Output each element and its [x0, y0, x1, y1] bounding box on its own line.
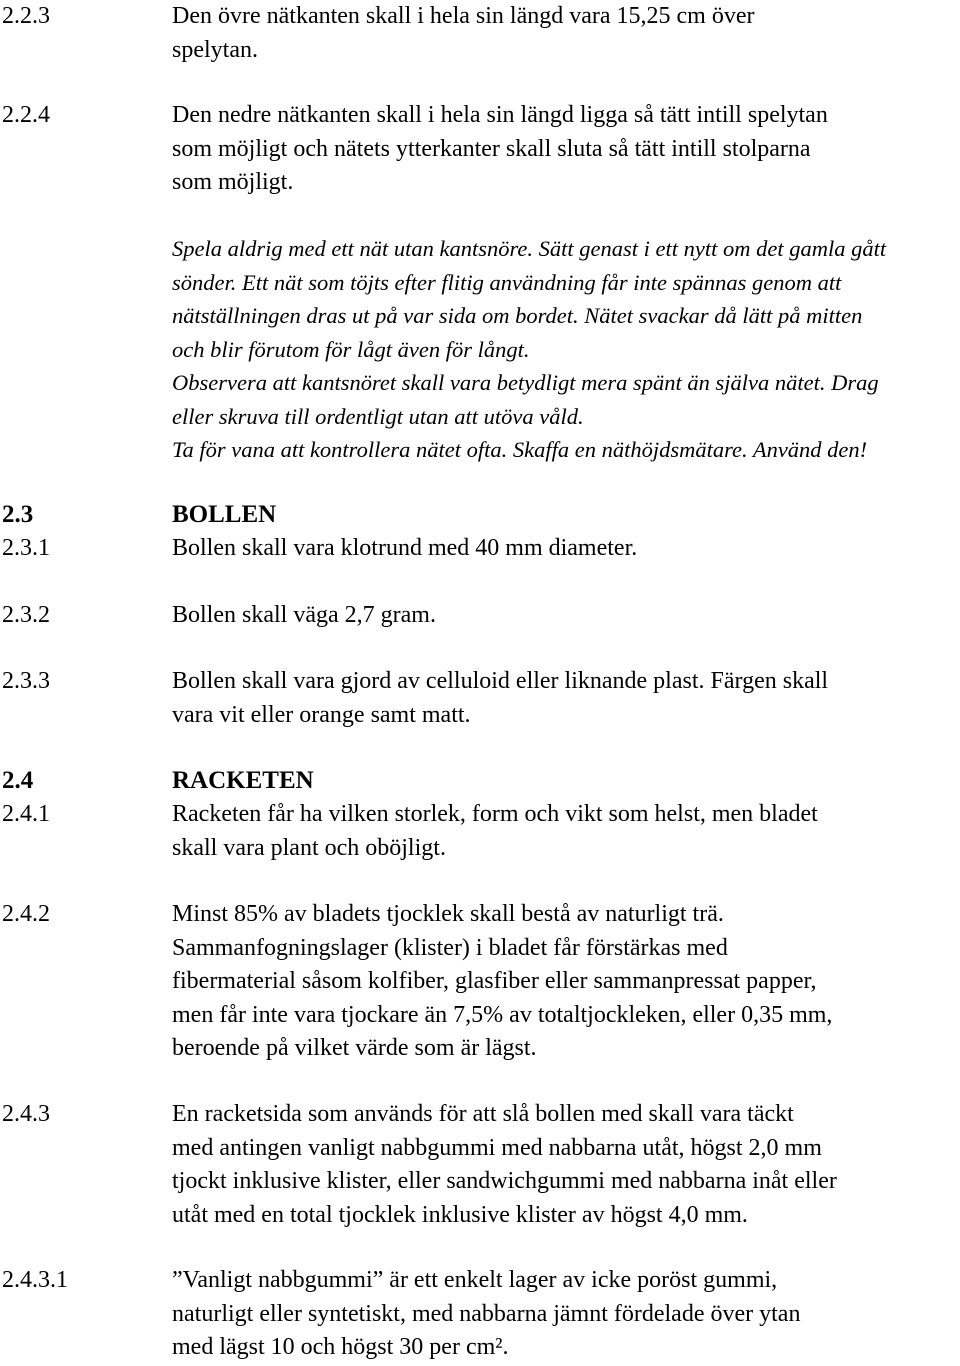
rule-line: naturligt eller syntetiskt, med nabbarna jämnt fördelade över ytan	[172, 1300, 801, 1327]
note-line: Observera att kantsnöret skall vara betydligt mera spänt än själva nätet. Drag	[172, 370, 879, 395]
rule-line: som möjligt och nätets ytterkanter skall sluta så tätt intill stolparna	[172, 135, 811, 162]
rule-line: ”Vanligt nabbgummi” är ett enkelt lager av icke poröst gummi,	[172, 1267, 778, 1293]
rule-text	[172, 532, 957, 566]
rule-line: fibermaterial såsom kolfiber, glasfiber eller sammanpressat papper,	[172, 968, 817, 994]
rule-line: Bollen skall vara gjord av celluloid eller liknande plast. Färgen skall	[172, 668, 829, 694]
rule-line: men får inte vara tjockare än 7,5% av totaltjockleken, eller 0,35 mm,	[172, 1001, 833, 1028]
note-line: eller skruva till ordentligt utan att utöva våld.	[172, 403, 584, 429]
rule-line: Bollen skall väga 2,7 gram.	[172, 602, 436, 628]
rule-number: 2.2.3	[2, 3, 50, 29]
rule-line: spelytan.	[172, 36, 258, 63]
rule-line: Bollen skall vara klotrund med 40 mm diameter.	[172, 535, 638, 561]
rule-line: En racketsida som används för att slå bollen med skall vara täckt	[172, 1101, 794, 1127]
section-title: RACKETEN	[172, 767, 314, 794]
note-line: Ta för vana att kontrollera nätet ofta. Skaffa en näthöjdsmätare. Använd den!	[172, 437, 868, 462]
section-number: 2.3	[2, 501, 34, 528]
rule-line: Sammanfogningslager (klister) i bladet får förstärkas med	[172, 934, 728, 961]
section-number: 2.4	[2, 767, 34, 794]
rule-line: Den övre nätkanten skall i hela sin längd vara 15,25 cm över	[172, 3, 755, 29]
rule-number: 2.3.1	[2, 535, 50, 561]
rule-line: med antingen vanligt nabbgummi med nabbarna utåt, högst 2,0 mm	[172, 1134, 822, 1161]
note-text	[172, 232, 957, 467]
rule-number: 2.4.3.1	[2, 1267, 68, 1293]
rule-number: 2.4.1	[2, 801, 50, 827]
rule-line: med lägst 10 och högst 30 per cm².	[172, 1334, 509, 1360]
rule-line: utåt med en total tjocklek inklusive klister av högst 4,0 mm.	[172, 1201, 748, 1228]
rule-text	[172, 1098, 957, 1232]
note-line: sönder. Ett nät som töjts efter flitig användning får inte spännas genom att	[172, 269, 842, 295]
note-line: Spela aldrig med ett nät utan kantsnöre. Sätt genast i ett nytt om det gamla gått	[172, 236, 887, 261]
rule-line: tjockt inklusive klister, eller sandwichgummi med nabbarna inåt eller	[172, 1168, 837, 1194]
rule-number: 2.4.3	[2, 1101, 50, 1127]
rule-line: Minst 85% av bladets tjocklek skall bestå av naturligt trä.	[172, 901, 724, 927]
rule-line: Racketen får ha vilken storlek, form och vikt som helst, men bladet	[172, 801, 818, 827]
rule-line: skall vara plant och oböjligt.	[172, 834, 446, 861]
rule-line: som möjligt.	[172, 169, 294, 195]
rule-line: vara vit eller orange samt matt.	[172, 701, 471, 728]
section-title: BOLLEN	[172, 501, 277, 528]
rule-text	[172, 798, 957, 865]
rule-number: 2.3.3	[2, 668, 50, 694]
rule-text	[172, 0, 957, 67]
note-line: och blir förutom för lågt även för långt.	[172, 336, 530, 362]
rule-text	[172, 665, 957, 732]
rule-text	[172, 898, 957, 1066]
rule-number: 2.4.2	[2, 901, 50, 927]
note-line: nätställningen dras ut på var sida om bordet. Nätet svackar då lätt på mitten	[172, 303, 863, 328]
rule-number: 2.3.2	[2, 602, 50, 628]
rule-line: Den nedre nätkanten skall i hela sin längd ligga så tätt intill spelytan	[172, 102, 828, 128]
rule-text	[172, 99, 957, 200]
rule-text	[172, 1264, 957, 1365]
rule-text	[172, 599, 957, 633]
rule-number: 2.2.4	[2, 102, 50, 128]
rule-line: beroende på vilket värde som är lägst.	[172, 1035, 537, 1061]
